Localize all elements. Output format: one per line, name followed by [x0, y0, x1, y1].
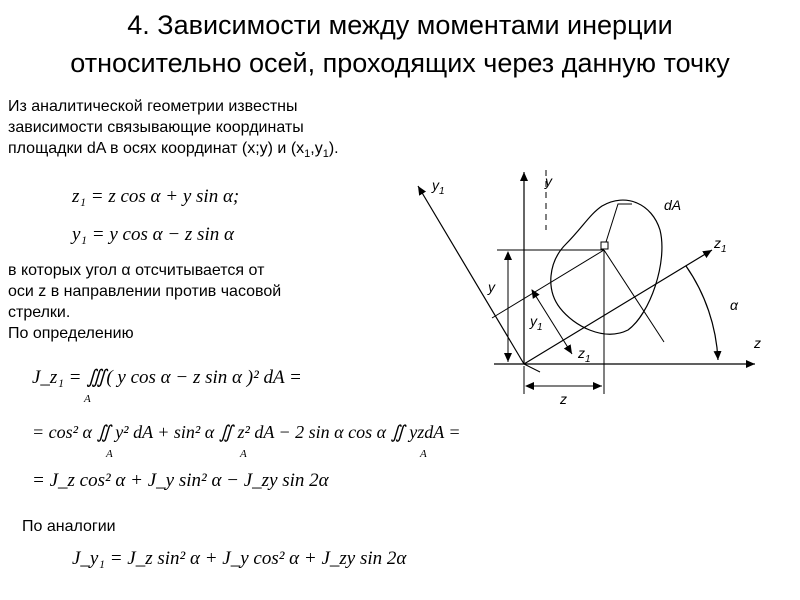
definition-formula-2: = cos² α ∬ y² dA + sin² α ∬ z² dA − 2 sin α cos α ∬ yzdA = [32, 422, 461, 442]
alpha-label: α [730, 297, 738, 313]
analogy-label: По аналогии [22, 518, 116, 535]
dA-leader-line [606, 204, 632, 242]
angle-note-line-4: По определению [8, 325, 134, 342]
alpha-arc [686, 266, 718, 360]
origin-tick [524, 364, 540, 372]
integral-domain-3: A [240, 448, 247, 460]
area-element-square [601, 242, 608, 249]
title-line-1: 4. Зависимости между моментами инерции [127, 10, 673, 40]
z-dimension-label: z [560, 391, 567, 407]
definition-formula-1: J_z₁ = ∭( y cos α − z sin α )² dA = [32, 367, 302, 388]
z-axis-label: z [754, 335, 761, 351]
integral-domain-2: A [106, 448, 113, 460]
z1-dimension-spacer [538, 290, 596, 324]
intro-line-3: площадки dA в осях координат (x;y) и $(x_1,y_1)$. [8, 140, 339, 161]
dA-label: dA [664, 197, 682, 213]
integral-domain-4: A [420, 448, 427, 460]
y1-axis-label: $y_1$ [432, 177, 445, 197]
intro-line-1: Из аналитической геометрии известны [8, 98, 298, 115]
y1-dimension-label: $y_1$ [530, 313, 543, 333]
y-dimension-label: y [488, 279, 495, 295]
definition-formula-3: = J_z cos² α + J_y sin² α − J_zy sin 2α [32, 470, 329, 491]
z1-dimension-label: $z_1$ [578, 345, 591, 365]
intro-line-2: зависимости связывающие координаты [8, 119, 304, 136]
y-axis-label: y [545, 173, 552, 189]
integral-domain-1: A [84, 393, 91, 405]
title-line-2: относительно осей, проходящих через данную точку [70, 48, 730, 78]
transform-formula-y1: y₁ = y cos α − z sin α [72, 224, 234, 245]
transform-formula-z1: z₁ = z cos α + y sin α; [72, 186, 240, 207]
z1-axis-label: $z_1$ [714, 235, 727, 255]
z1-projection-line [492, 250, 604, 318]
analogy-formula: J_y₁ = J_z sin² α + J_y cos² α + J_zy sin 2α [72, 548, 407, 569]
angle-note-line-1: в которых угол α отсчитывается от [8, 262, 265, 279]
angle-note-line-3: стрелки. [8, 304, 71, 321]
angle-note-line-2: оси z в направлении против часовой [8, 283, 282, 300]
y1-projection-line [604, 250, 664, 342]
